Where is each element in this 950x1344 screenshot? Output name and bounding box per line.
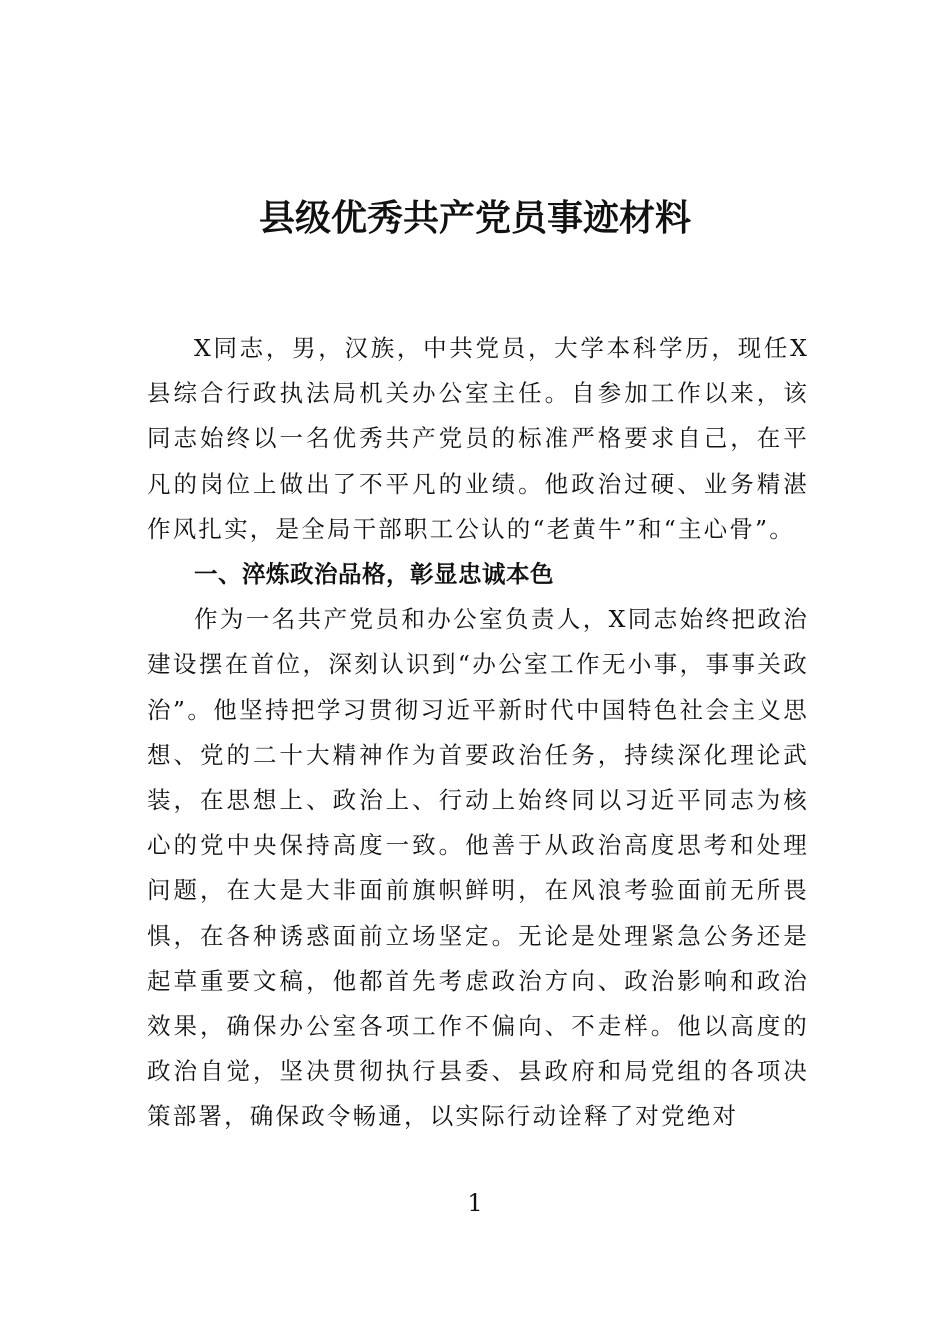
section-1-paragraph: 作为一名共产党员和办公室负责人，X同志始终把政治建设摆在首位，深刻认识到“办公室工作无小事，事事关政治”。他坚持把学习贯彻习近平新时代中国特色社会主义思想、党的二十大精神作为首要政治任务，持续深化理论武装，在思想上、政治上、行动上始终同以习近平同志为核心的党中央保持高度一致。他善于从政治高度思考和处理问题，在大是大非面前旗帜鲜明，在风浪考验面前无所畏惧，在各种诱惑面前立场坚定。无论是处理紧急公务还是起草重要文稿，他都首先考虑政治方向、政治影响和政治效果，确保办公室各项工作不偏向、不走样。他以高度的政治自觉，坚决贯彻执行县委、县政府和局党组的各项决策部署，确保政令畅通，以实际行动诠释了对党绝对 <box>147 605 809 1131</box>
section-heading-1: 一、淬炼政治品格，彰显忠诚本色 <box>194 560 554 589</box>
intro-paragraph: X同志，男，汉族，中共党员，大学本科学历，现任X县综合行政执法局机关办公室主任。自参加工作以来，该同志始终以一名优秀共产党员的标准严格要求自己，在平凡的岗位上做出了不平凡的业绩。他政治过硬、业务精湛作风扎实，是全局干部职工公认的“老黄牛”和“主心骨”。 <box>147 334 809 543</box>
page-number: 1 <box>467 1189 483 1217</box>
document-title: 县级优秀共产党员事迹材料 <box>258 197 691 239</box>
document-body <box>147 326 809 1140</box>
